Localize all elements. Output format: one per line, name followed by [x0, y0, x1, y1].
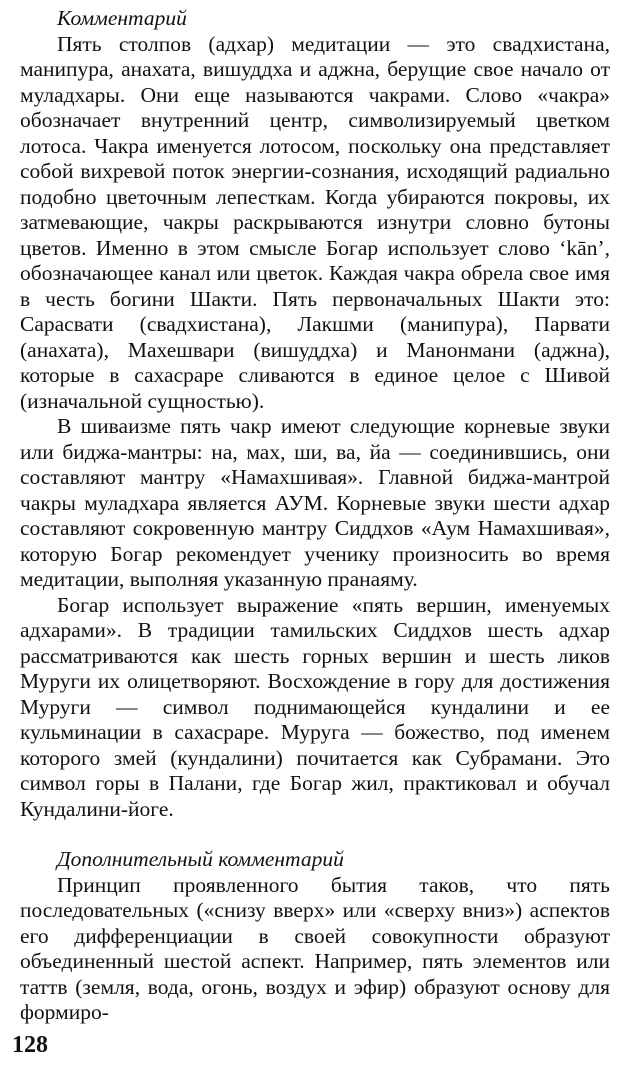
- additional-commentary-paragraph: Принцип проявленного бытия таков, что пять последовательных («снизу вверх» или «сверху вниз») аспектов его дифференциации в своей совокупности образуют объединенный шестой аспект. Например, пять элементов или таттв (земля, вода, огонь, воздух и эфир) образуют основу для формиро-: [20, 872, 610, 1024]
- commentary-paragraph: В шиваизме пять чакр имеют следующие корневые звуки или биджа-мантры: на, мах, ши, ва, йа — соединившись, они составляют мантру «Намахшивая». Главной биджа-мантрой чакры муладхара является АУМ. Корневые звуки шести адхар составляют сокровенную мантру Сиддхов «Аум Намахшивая», которую Богар рекомендует ученику произносить во время медитации, выполняя указанную пранаяму.: [20, 414, 610, 591]
- commentary-heading: Комментарий: [57, 6, 187, 30]
- additional-commentary-heading: Дополнительный комментарий: [57, 847, 344, 871]
- commentary-paragraph: Богар использует выражение «пять вершин, именуемых адхарами». В традиции тамильских Сиддхов шесть адхар рассматриваются как шесть горных вершин и шесть ликов Муруги их олицетворяют. Восхождение в гору для достижения Муруги — символ поднимающейся кундалини и ее кульминации в сахасраре. Муруга — божество, под именем которого змей (кундалини) почитается как Субрамани. Это символ горы в Палани, где Богар жил, практиковал и обучал Кундалини-йоге.: [20, 592, 610, 821]
- page-content: [20, 6, 610, 1026]
- commentary-paragraph: Пять столпов (адхар) медитации — это свадхистана, манипура, анахата, вишуддха и аджна, берущие свое начало от муладхары. Они еще называются чакрами. Слово «чакра» обозначает внутренний центр, символизируемый цветком лотоса. Чакра именуется лотосом, поскольку она представляет собой вихревой поток энергии-сознания, исходящий радиально подобно цветочным лепесткам. Когда убираются покровы, их затмевающие, чакры раскрываются изнутри словно бутоны цветов. Именно в этом смысле Богар использует слово ‘kān’, обозначающее канал или цветок. Каждая чакра обрела свое имя в честь богини Шакти. Пять первоначальных Шакти это: Сарасвати (свадхистана), Лакшми (манипура), Парвати (анахата), Махешвари (вишуддха) и Манонмани (аджна), которые в сахасраре сливаются в единое целое с Шивой (изначальной сущностью).: [20, 31, 610, 413]
- page-number: 128: [12, 1032, 48, 1058]
